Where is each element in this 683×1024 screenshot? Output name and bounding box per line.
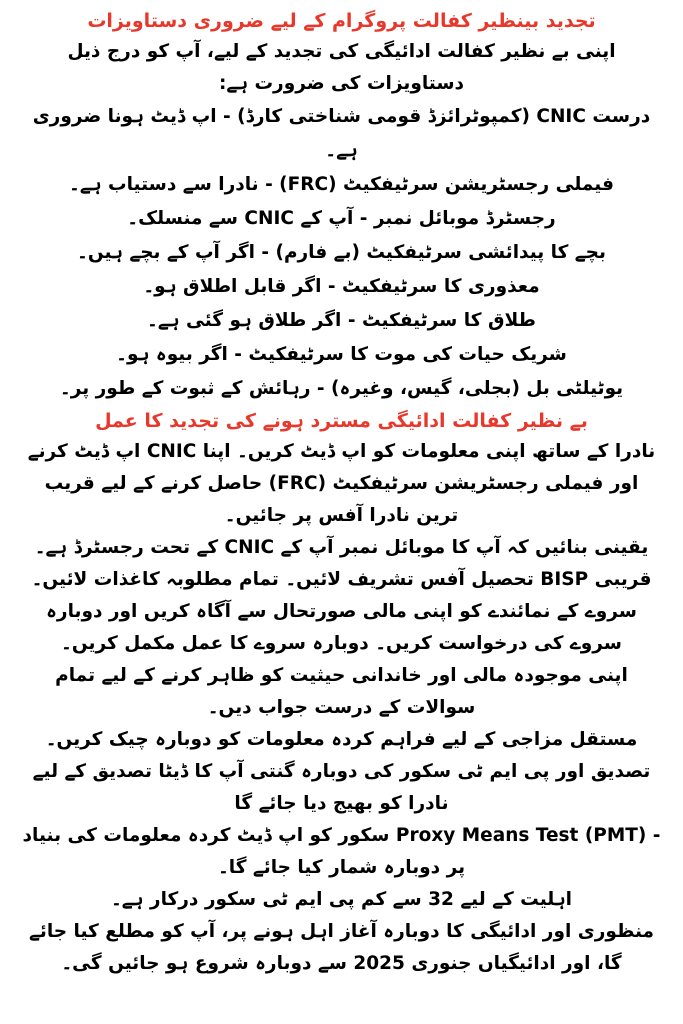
list-item-birth-certificate: بچے کا پیدائشی سرٹیفکیٹ (بے فارم) - اگر آپ کے بچے ہیں۔ <box>77 242 606 263</box>
renewal-process-steps <box>22 436 661 980</box>
step-pmt-recalculation: - Proxy Means Test (PMT) سکور کو اپ ڈیٹ کردہ معلومات کی بنیاد پر دوبارہ شمار کیا جائے گا۔ <box>22 825 661 878</box>
list-item-disability-certificate: معذوری کا سرٹیفکیٹ - اگر قابل اطلاق ہو۔ <box>143 276 540 297</box>
step-approval-payments: منظوری اور ادائیگی کا دوبارہ آغاز اہل ہونے پر، آپ کو مطلع کیا جائے گا، اور ادائیگیاں جنوری 2025 سے دوبارہ شروع ہو جائیں گی۔ <box>29 921 654 974</box>
step-verification: مستقل مزاجی کے لیے فراہم کردہ معلومات کو دوبارہ چیک کریں۔ تصدیق اور پی ایم ٹی سکور کی دوبارہ گنتی آپ کا ڈیٹا تصدیق کے لیے نادرا کو بھیج دیا جائے گا <box>32 729 651 814</box>
step-nadra-update: نادرا کے ساتھ اپنی معلومات کو اپ ڈیٹ کریں۔ اپنا CNIC اپ ڈیٹ کرنے اور فیملی رجسٹریشن سرٹیفکیٹ (FRC) حاصل کرنے کے لیے قریب ترین نادرا آفس پر جائیں۔ <box>27 441 656 526</box>
list-item-divorce-certificate: طلاق کا سرٹیفکیٹ - اگر طلاق ہو گئی ہے۔ <box>147 310 536 331</box>
list-item-death-certificate: شریک حیات کی موت کا سرٹیفکیٹ - اگر بیوہ ہو۔ <box>116 344 567 365</box>
step-eligibility-score: اہلیت کے لیے 32 سے کم پی ایم ٹی سکور درکار ہے۔ <box>110 889 573 910</box>
list-item-frc: فیملی رجسٹریشن سرٹیفکیٹ (FRC) - نادرا سے دستیاب ہے۔ <box>69 174 614 195</box>
list-item-cnic: درست CNIC (کمپوٹرائزڈ قومی شناختی کارڈ) - اپ ڈیٹ ہونا ضروری ہے۔ <box>32 106 651 161</box>
step-resurvey-request: سروے کے نمائندے کو اپنی مالی صورتحال سے آگاہ کریں اور دوبارہ سروے کی درخواست کریں۔ دوبارہ سروے کا عمل مکمل کریں۔ <box>46 601 637 654</box>
step-bisp-office-visit: یقینی بنائیں کہ آپ کا موبائل نمبر آپ کے CNIC کے تحت رجسٹرڈ ہے۔ قریبی BISP تحصیل آفس تشریف لائیں۔ تمام مطلوبہ کاغذات لائیں۔ <box>31 537 652 590</box>
step-answer-questions: اپنی موجودہ مالی اور خاندانی حیثیت کو ظاہر کرنے کے لیے تمام سوالات کے درست جواب دیں۔ <box>55 665 628 718</box>
section-title-required-documents: تجدید بینظیر کفالت پروگرام کے لیے ضروری دستاویزات <box>87 10 596 32</box>
list-item-mobile-number: رجسٹرڈ موبائل نمبر - آپ کے CNIC سے منسلک۔ <box>127 208 556 229</box>
required-documents-list <box>22 100 661 406</box>
list-item-utility-bill: یوٹیلٹی بل (بجلی، گیس، وغیرہ) - رہائش کے ثبوت کے طور پر۔ <box>59 378 624 399</box>
section-title-renewal-process: بے نظیر کفالت ادائیگی مسترد ہونے کی تجدید کا عمل <box>95 410 588 432</box>
intro-paragraph: اپنی بے نظیر کفالت ادائیگی کی تجدید کے لیے، آپ کو درج ذیل دستاویزات کی ضرورت ہے: <box>67 41 616 94</box>
